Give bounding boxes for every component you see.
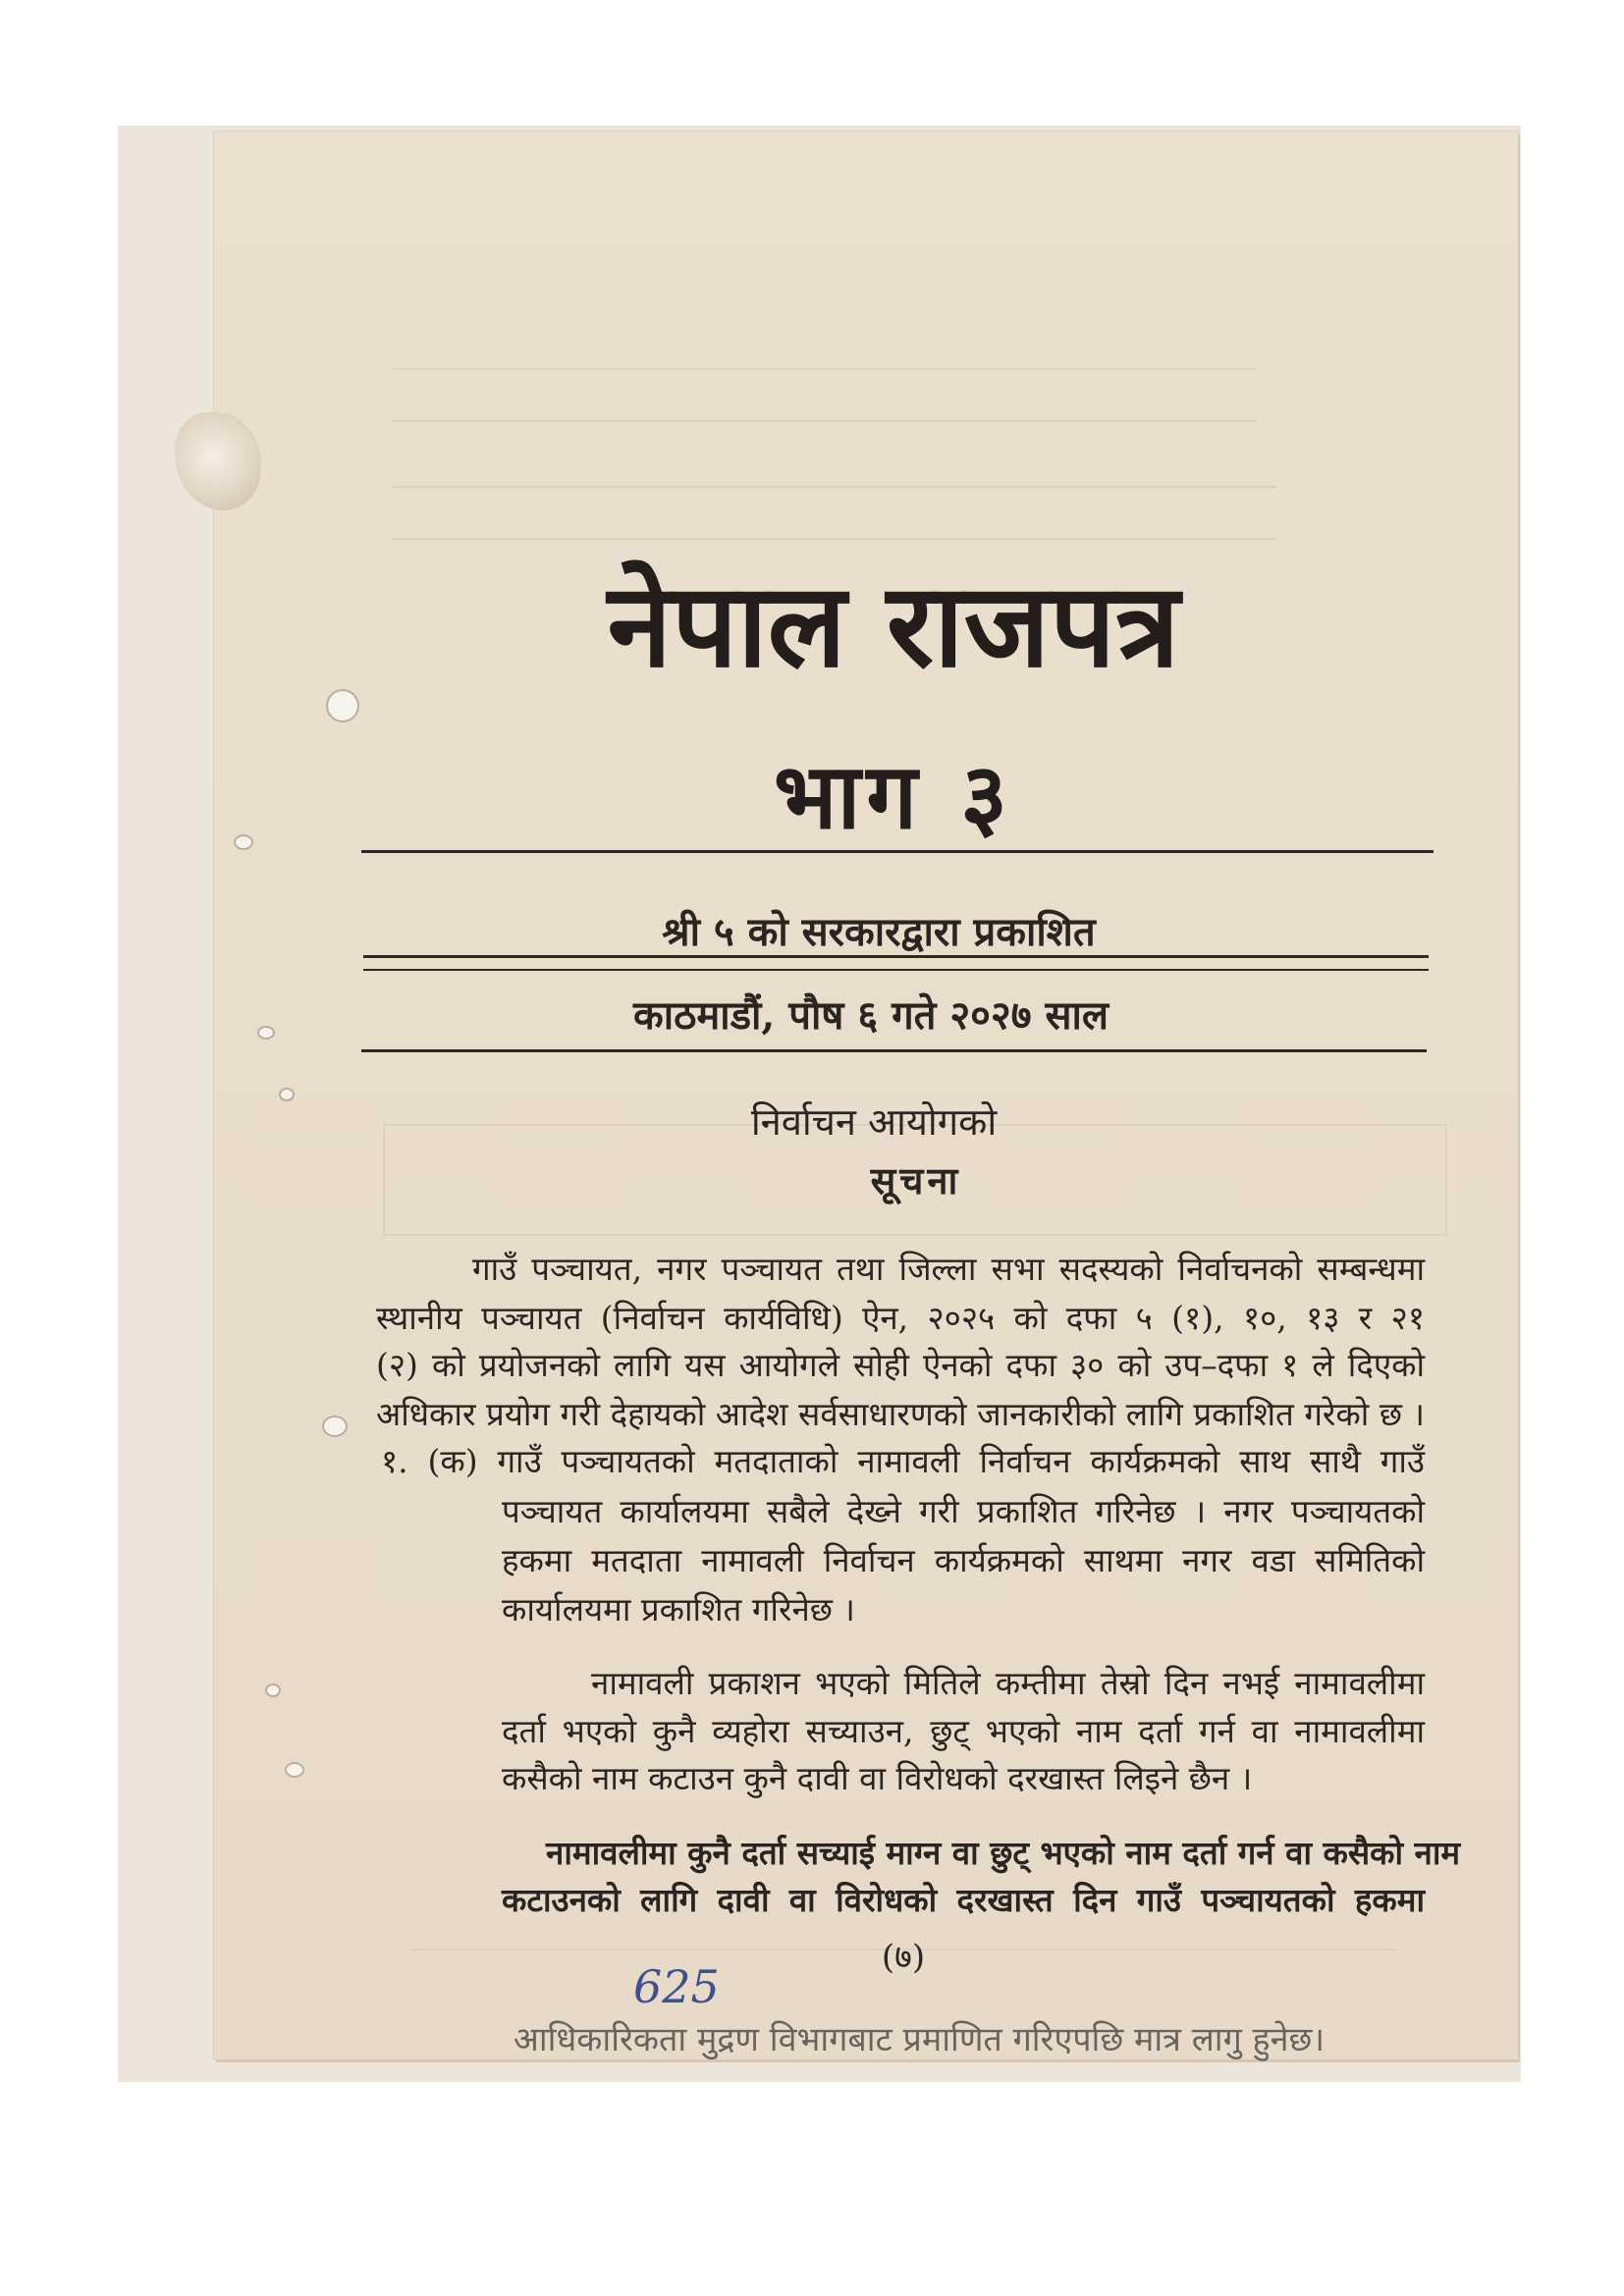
- published-by: श्री ५ को सरकारद्वारा प्रकाशित: [662, 909, 1096, 955]
- punch-hole: [285, 1762, 304, 1778]
- dateline: काठमाडौं, पौष ६ गते २०२७ साल: [633, 992, 1109, 1039]
- bleed-through-line: [393, 420, 1257, 422]
- punch-hole: [234, 834, 253, 850]
- punch-hole: [279, 1088, 295, 1101]
- gazette-title: नेपाल राजपत्र: [607, 557, 1180, 693]
- item-1-line: कार्यालयमा प्रकाशित गरिनेछ ।: [502, 1590, 855, 1629]
- page-number: (७): [881, 1938, 926, 1977]
- para-2-line: दर्ता भएको कुनै व्यहोरा सच्याउन, छुट् भएको नाम दर्ता गर्न वा नामावलीमा: [502, 1712, 1425, 1750]
- intro-line: अधिकार प्रयोग गरी देहायको आदेश सर्वसाधारणको जानकारीको लागि प्रकाशित गरेको छ ।: [376, 1395, 1425, 1433]
- notice-heading: सूचना: [870, 1158, 962, 1202]
- handwritten-note: 625: [633, 1960, 720, 2013]
- para-2-line: नामावली प्रकाशन भएको मितिले कम्तीमा तेस्रो दिन नभई नामावलीमा: [591, 1664, 1425, 1702]
- authenticity-footer: आधिकारिकता मुद्रण विभागबाट प्रमाणित गरिएपछि मात्र लागु हुनेछ।: [513, 2020, 1326, 2059]
- masthead-rule: [361, 850, 1434, 853]
- intro-line: गाउँ पञ्चायत, नगर पञ्चायत तथा जिल्ला सभा सदस्यको निर्वाचनको सम्बन्धमा: [472, 1250, 1425, 1288]
- item-1-line: १. (क) गाउँ पञ्चायतको मतदाताको नामावली निर्वाचन कार्यक्रमको साथ साथै गाउँ: [381, 1442, 1425, 1480]
- bleed-through-line: [393, 368, 1257, 370]
- intro-line: (२) को प्रयोजनको लागि यस आयोगले सोही ऐनको दफा ३० को उप–दफा १ ले दिएको: [376, 1346, 1425, 1384]
- notice-issuer: निर्वाचन आयोगको: [750, 1100, 998, 1144]
- bleed-through-line: [393, 538, 1276, 540]
- para-3-line: कटाउनको लागि दावी वा विरोधको दरखास्त दिन गाउँ पञ्चायतको हकमा: [502, 1881, 1425, 1919]
- gazette-part: भाग ३: [773, 743, 1014, 849]
- punch-hole: [257, 1026, 275, 1040]
- bleed-through-line: [393, 486, 1276, 488]
- punch-hole: [326, 689, 359, 722]
- para-3-line: नामावलीमा कुनै दर्ता सच्याई माग्न वा छुट् भएको नाम दर्ता गर्न वा कसैको नाम: [546, 1834, 1461, 1872]
- intro-line: स्थानीय पञ्चायत (निर्वाचन कार्यविधि) ऐन, २०२५ को दफा ५ (१), १०, १३ र २१: [376, 1299, 1425, 1337]
- item-1-line: पञ्चायत कार्यालयमा सबैले देख्ने गरी प्रकाशित गरिनेछ । नगर पञ्चायतको: [502, 1492, 1425, 1530]
- para-2-line: कसैको नाम कटाउन कुनै दावी वा विरोधको दरखास्त लिइने छैन ।: [502, 1759, 1253, 1797]
- double-rule-top: [363, 955, 1429, 958]
- dateline-rule: [361, 1049, 1427, 1052]
- punch-hole: [322, 1415, 348, 1437]
- double-rule-bottom: [363, 969, 1429, 971]
- item-1-line: हकमा मतदाता नामावली निर्वाचन कार्यक्रमको साथमा नगर वडा समितिको: [502, 1541, 1425, 1579]
- punch-hole: [265, 1683, 281, 1697]
